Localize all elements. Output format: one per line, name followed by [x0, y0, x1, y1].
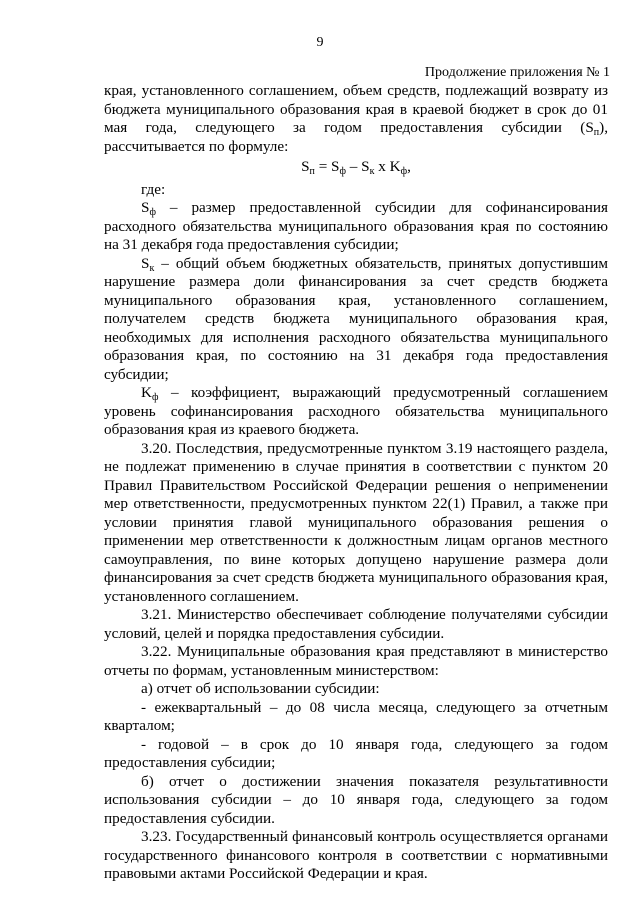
- paragraph-3-22: 3.22. Муниципальные образования края представляют в министерство отчеты по формам, установленным министерством:: [104, 643, 608, 679]
- formula: $S_п = S_ф - S_к$ x $K_ф$,: [301, 158, 411, 177]
- paragraph-3-23: 3.23. Государственный финансовый контроль осуществляется органами государственного финансового контроля в соответствии с нормативными правовыми актами Российской Федерации и края.: [104, 828, 608, 882]
- appendix-continuation-header: Продолжение приложения № 1: [424, 65, 610, 80]
- definition-k-f: $K_ф$ – коэффициент, выражающий предусмотренный соглашением уровень софинансирования расходного обязательства муниципального образования края из краевого бюджета.: [104, 384, 608, 438]
- paragraph-3-21: 3.21. Министерство обеспечивает соблюдение получателями субсидии условий, целей и порядка предоставления субсидии.: [104, 606, 608, 642]
- page-number: 9: [316, 35, 324, 50]
- definition-s-f: $S_ф$ – размер предоставленной субсидии для софинансирования расходного обязательства муниципального образования края по состоянию на 31 декабря года предоставления субсидии;: [104, 199, 608, 253]
- paragraph-intro: края, установленного соглашением, объем средств, подлежащий возврату из бюджета муниципального образования края в краевой бюджет в срок до 01 мая года, следующего за годом предоставления субсидии $(S_п)$, рассчитывается по формуле:: [104, 82, 608, 155]
- list-item-annual: - годовой – в срок до 10 января года, следующего за годом предоставления субсидии;: [104, 735, 608, 771]
- paragraph-3-20: 3.20. Последствия, предусмотренные пунктом 3.19 настоящего раздела, не подлежат применению в случае принятия в соответствии с пунктом 20 Правил Правительством Российской Федерации решения о неприменении мер ответственности, предусмотренных пунктом 22(1) Правил, а также при условии принятия главой муниципального образования решения о применении мер ответственности к должностным лицам органов местного самоуправления, по вине которых допущено нарушение размера доли финансирования за счет средств бюджета муниципального образования края, установленного соглашением.: [104, 439, 608, 605]
- document-body: [104, 82, 608, 884]
- definition-s-k: $S_к$ – общий объем бюджетных обязательств, принятых допустившим нарушение размера доли финансирования за счет средств бюджета муниципального образования края, установленного соглашением, получателем средств бюджета муниципального образования края, необходимых для исполнения расходного обязательства муниципального образования края, по состоянию на 31 декабря года предоставления субсидии;: [104, 254, 608, 383]
- list-item-a: а) отчет об использовании субсидии:: [141, 680, 380, 697]
- list-item-quarterly: - ежеквартальный – до 08 числа месяца, следующего за отчетным кварталом;: [104, 698, 608, 734]
- list-item-b: б) отчет о достижении значения показателя результативности использования субсидии – до 10 января года, следующего за годом предоставления субсидии.: [104, 772, 608, 827]
- where-label: где:: [141, 180, 166, 198]
